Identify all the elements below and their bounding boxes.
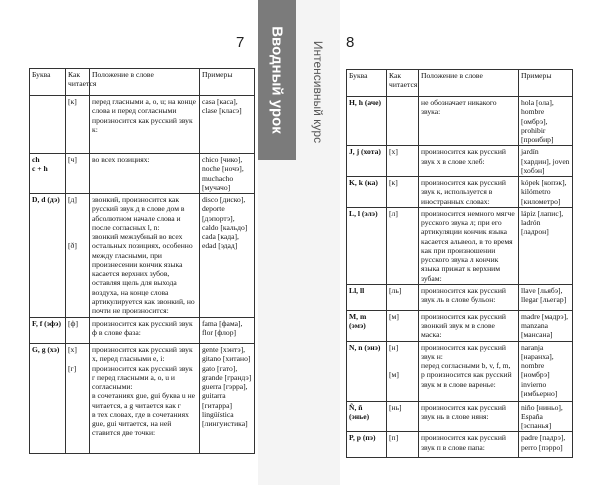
examples-cell: naranja [наранха], nombre [номбрэ] invierno [имбьерно] xyxy=(519,341,573,401)
examples-cell: kópek [копэк], kilómetro [километро] xyxy=(519,177,573,208)
letter-cell: H, h (аче) xyxy=(347,97,387,146)
position-cell: произносится немного мягче русского звука л; при его артикуляции кончик языка касается альвеол, в то время как при произношении русского звука л кончик языка прижат к верхним зубам: xyxy=(419,207,519,284)
sound-cell: [п] xyxy=(387,432,419,458)
page-number-left: 7 xyxy=(236,34,245,51)
examples-cell: casa [каса], clase [класэ] xyxy=(200,96,255,154)
position-cell: произносится как русский звук н: перед согласными b, v, f, m, p произносится как русский звук м в слове варенье: xyxy=(419,341,519,401)
position-cell: произносится как русский звук п в слове папа: xyxy=(419,432,519,458)
position-cell: произносится как русский звук х в слове хлеб: xyxy=(419,146,519,177)
sound-cell: [д] [ð] xyxy=(66,194,90,318)
letter-cell: N, n (энэ) xyxy=(347,341,387,401)
examples-cell: disco [диско], deporte [дэпортэ], caldo [кальдо] cada [када], edad [эдад] xyxy=(200,194,255,318)
table-row xyxy=(347,207,573,284)
examples-cell: madre [мадрэ], manzana [мансана] xyxy=(519,310,573,341)
examples-cell: padre [падрэ], perro [пэрро] xyxy=(519,432,573,458)
sound-cell: [л] xyxy=(387,207,419,284)
position-cell: произносится как русский звук нь в слове няня: xyxy=(419,401,519,432)
letter-cell: Ll, ll xyxy=(347,284,387,310)
sound-cell: [нь] xyxy=(387,401,419,432)
position-cell: перед гласными a, o, u; на конце слова и перед согласными произносится как русский звук к: xyxy=(90,96,200,154)
sound-cell: [ч] xyxy=(66,154,90,194)
table-row xyxy=(30,344,255,454)
header-letter: Буква xyxy=(347,70,387,97)
sound-cell: [х] xyxy=(387,146,419,177)
examples-cell: jardín [хардин], joven [хобэн] xyxy=(519,146,573,177)
examples-cell: niño [ниньо], España [эспанья] xyxy=(519,401,573,432)
table-header-row xyxy=(347,70,573,97)
alphabet-table-left xyxy=(29,68,255,454)
table-row xyxy=(347,341,573,401)
table-row xyxy=(347,177,573,208)
position-cell: не обозначает никакого звука: xyxy=(419,97,519,146)
letter-cell xyxy=(30,96,66,154)
table-row xyxy=(30,96,255,154)
table-header-row xyxy=(30,69,255,96)
sound-cell: [к] xyxy=(66,96,90,154)
position-cell: во всех позициях: xyxy=(90,154,200,194)
letter-cell: M, m (эмэ) xyxy=(347,310,387,341)
position-cell: произносится как русский звонкий звук м в слове маска: xyxy=(419,310,519,341)
position-cell: звонкий, произносится как русский звук д в слове дом в абсолютном начале слова и после согласных l, n: звонкий межзубный во всех остальных позициях, особенно между гласными, при произнесении кончик языка касается верхних зубов, оставляя щель для выхода воздуха, на конце слова артикулируется как звонкий, но почти не произносится: xyxy=(90,194,200,318)
position-cell: произносится как русский звук ль в слове бульон: xyxy=(419,284,519,310)
examples-cell: chico [чико], noche [ночэ], muchacho [мучачо] xyxy=(200,154,255,194)
sound-cell: [ф] xyxy=(66,318,90,344)
sound-cell: [ль] xyxy=(387,284,419,310)
examples-cell: llave [льябэ], llegar [льегар] xyxy=(519,284,573,310)
position-cell: произносится как русский звук х, перед гласными e, i: произносится как русский звук г перед гласными a, o, u и согласными: в сочетаниях gue, gui буква u не читается, а g читается как г в тех словах, где в сочетаниях gue, gui читается, на ней ставится две точки: xyxy=(90,344,200,454)
table-row xyxy=(30,154,255,194)
letter-cell: J, j (хота) xyxy=(347,146,387,177)
header-position: Положение в слове xyxy=(90,69,200,96)
position-cell: произносится как русский звук к, используется в иностранных словах: xyxy=(419,177,519,208)
letter-cell: L, l (элэ) xyxy=(347,207,387,284)
course-title: Интенсивный курс xyxy=(311,40,325,144)
letter-cell: Ñ, ñ (энье) xyxy=(347,401,387,432)
header-examples: Примеры xyxy=(200,69,255,96)
table-row xyxy=(30,318,255,344)
header-sound: Как читается xyxy=(66,69,90,96)
letter-cell: G, g (хэ) xyxy=(30,344,66,454)
table-row xyxy=(30,194,255,318)
examples-cell: hola [ола], hombre [омбрэ], prohibir [проибир] xyxy=(519,97,573,146)
table-row xyxy=(347,401,573,432)
header-sound: Как читается xyxy=(387,70,419,97)
table-row xyxy=(347,284,573,310)
sound-cell: [м] xyxy=(387,310,419,341)
table-row xyxy=(347,146,573,177)
table-row xyxy=(347,97,573,146)
examples-cell: lápiz [лапис], ladrón [ладрон] xyxy=(519,207,573,284)
header-position: Положение в слове xyxy=(419,70,519,97)
sound-cell xyxy=(387,97,419,146)
letter-cell: F, f (эфэ) xyxy=(30,318,66,344)
header-letter: Буква xyxy=(30,69,66,96)
examples-cell: gente [хэнтэ], gitano [хитано] gato [гато], grande [грандэ] guerra [гэрра], guitarra [гитарра] lingüística [лингуистика] xyxy=(200,344,255,454)
alphabet-table-right xyxy=(346,69,573,458)
header-examples: Примеры xyxy=(519,70,573,97)
page-number-right: 8 xyxy=(346,34,355,51)
table-row xyxy=(347,310,573,341)
sound-cell: [к] xyxy=(387,177,419,208)
sound-cell: [н] [м] xyxy=(387,341,419,401)
letter-cell: K, k (ка) xyxy=(347,177,387,208)
sound-cell: [х] [г] xyxy=(66,344,90,454)
letter-cell: D, d (дэ) xyxy=(30,194,66,318)
letter-cell: ch c + h xyxy=(30,154,66,194)
position-cell: произносится как русский звук ф в слове фаза: xyxy=(90,318,200,344)
letter-cell: P, p (пэ) xyxy=(347,432,387,458)
examples-cell: fama [фама], flor [флор] xyxy=(200,318,255,344)
table-row xyxy=(347,432,573,458)
section-title: Вводный урок xyxy=(268,26,286,134)
